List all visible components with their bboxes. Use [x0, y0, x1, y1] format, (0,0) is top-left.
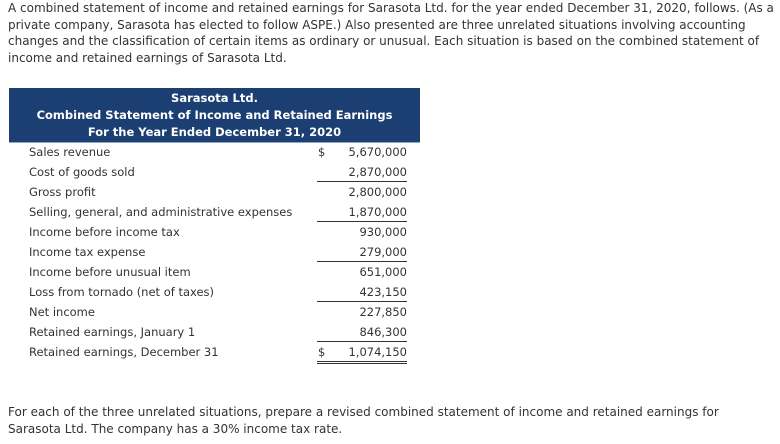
row-label: Retained earnings, January 1 [29, 325, 196, 339]
amount-value: 846,300 [359, 325, 407, 339]
amount-value: 2,870,000 [348, 165, 407, 179]
statement-row [9, 243, 420, 263]
amount-value: 279,000 [359, 245, 407, 259]
statement-row [9, 303, 420, 323]
statement-title: Combined Statement of Income and Retained Earnings [36, 108, 393, 122]
currency-symbol: $ [318, 145, 326, 159]
income-statement-table [9, 88, 420, 363]
statement-row [9, 143, 420, 163]
row-amount [317, 323, 407, 342]
amount-value: 5,670,000 [348, 145, 407, 159]
amount-value: 1,074,150 [348, 345, 407, 359]
statement-row [9, 283, 420, 303]
row-label: Sales revenue [29, 145, 111, 159]
row-label: Income before unusual item [29, 265, 191, 279]
instructions-paragraph: For each of the three unrelated situations, prepare a revised combined statement of income and retained earnings for Sarasota Ltd. The company has a 30% income tax rate. [8, 405, 719, 436]
statement-row [9, 263, 420, 283]
amount-value: 227,850 [359, 305, 407, 319]
statement-row [9, 183, 420, 203]
statement-row [9, 343, 420, 363]
row-label: Loss from tornado (net of taxes) [29, 285, 215, 299]
statement-row [9, 203, 420, 223]
statement-rows [9, 143, 420, 363]
row-amount [317, 343, 407, 364]
row-amount [317, 303, 407, 321]
row-amount [317, 163, 407, 182]
currency-symbol: $ [318, 345, 326, 359]
intro-paragraph: A combined statement of income and retained earnings for Sarasota Ltd. for the year ended December 31, 2020, follows. (As a private company, Sarasota has elected to follow ASPE.) Also presented are three unrelated situations involving accounting changes and the classification of certain items as ordinary or unusual. Each situation is based on the combined statement of income and retained earnings of Sarasota Ltd. [8, 1, 774, 65]
statement-row [9, 323, 420, 343]
row-label: Income before income tax [29, 225, 180, 239]
company-name: Sarasota Ltd. [171, 91, 258, 105]
row-amount [317, 143, 407, 161]
amount-value: 651,000 [359, 265, 407, 279]
amount-value: 2,800,000 [348, 185, 407, 199]
statement-row [9, 163, 420, 183]
row-amount [317, 243, 407, 262]
statement-row [9, 223, 420, 243]
row-label: Gross profit [29, 185, 96, 199]
row-label: Income tax expense [29, 245, 146, 259]
row-amount [317, 223, 407, 241]
row-label: Cost of goods sold [29, 165, 135, 179]
row-label: Selling, general, and administrative expenses [29, 205, 293, 219]
statement-header [9, 88, 420, 143]
row-label: Retained earnings, December 31 [29, 345, 219, 359]
row-amount [317, 183, 407, 201]
row-amount [317, 283, 407, 302]
amount-value: 1,870,000 [348, 205, 407, 219]
row-label: Net income [29, 305, 95, 319]
row-amount [317, 263, 407, 281]
row-amount [317, 203, 407, 222]
statement-period: For the Year Ended December 31, 2020 [87, 125, 342, 139]
amount-value: 423,150 [359, 285, 407, 299]
amount-value: 930,000 [359, 225, 407, 239]
